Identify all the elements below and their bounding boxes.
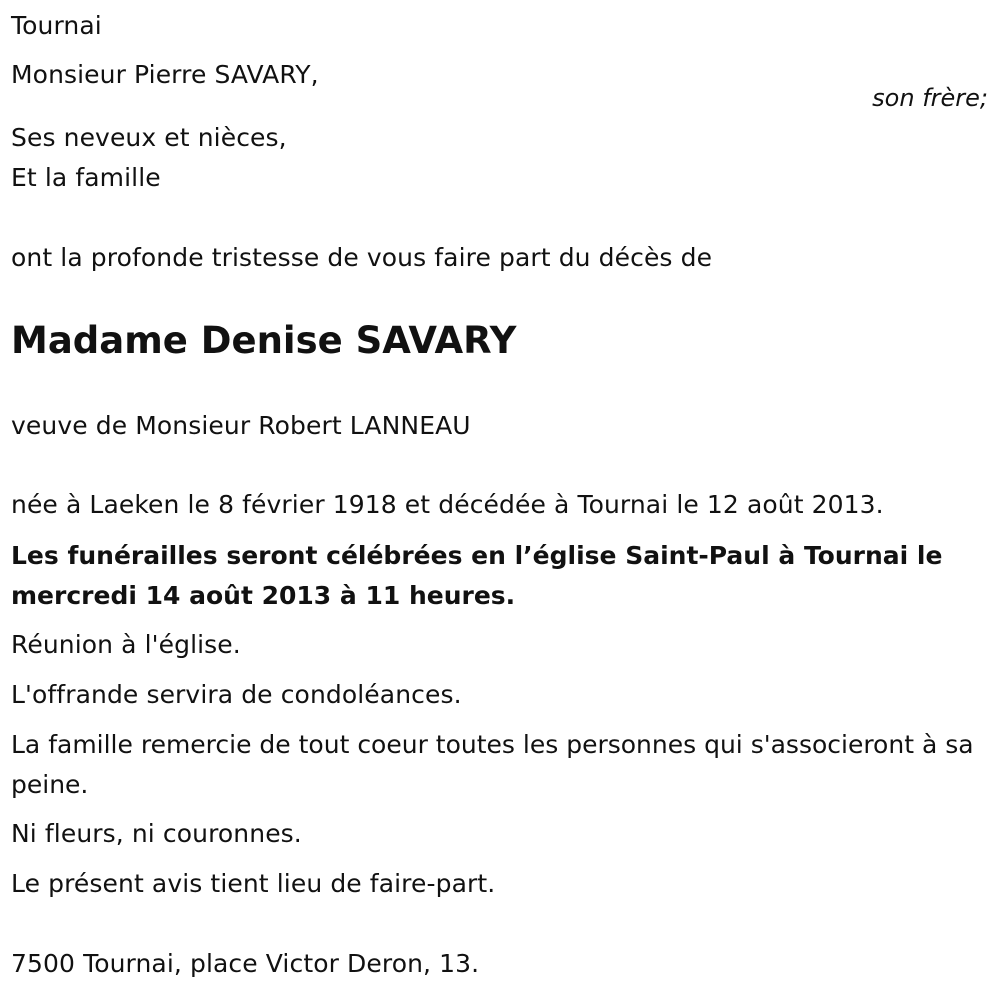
offering-note: L'offrande servira de condoléances.: [11, 680, 462, 709]
widow-of-line: veuve de Monsieur Robert LANNEAU: [11, 411, 471, 440]
birth-death-line: née à Laeken le 8 février 1918 et décédée à Tournai le 12 août 2013.: [11, 490, 884, 519]
brother-name: Monsieur Pierre SAVARY,: [11, 60, 319, 89]
address-line: 7500 Tournai, place Victor Deron, 13.: [11, 949, 480, 978]
thanks-note: La famille remercie de tout coeur toutes les personnes qui s'associeront à sa peine.: [11, 730, 974, 799]
meeting-note: Réunion à l'église.: [11, 630, 241, 659]
funeral-details: Les funérailles seront célébrées en l’église Saint-Paul à Tournai le mercredi 14 août 2013 à 11 heures.: [11, 541, 943, 610]
brother-relation: son frère;: [872, 84, 988, 112]
nephews-line: Ses neveux et nièces,: [11, 123, 287, 152]
city-label: Tournai: [11, 11, 102, 40]
family-line: Et la famille: [11, 163, 161, 192]
notice-note: Le présent avis tient lieu de faire-part.: [11, 869, 496, 898]
announcement-text: ont la profonde tristesse de vous faire part du décès de: [11, 243, 713, 272]
deceased-name: Madame Denise SAVARY: [11, 319, 517, 362]
flowers-note: Ni fleurs, ni couronnes.: [11, 819, 302, 848]
